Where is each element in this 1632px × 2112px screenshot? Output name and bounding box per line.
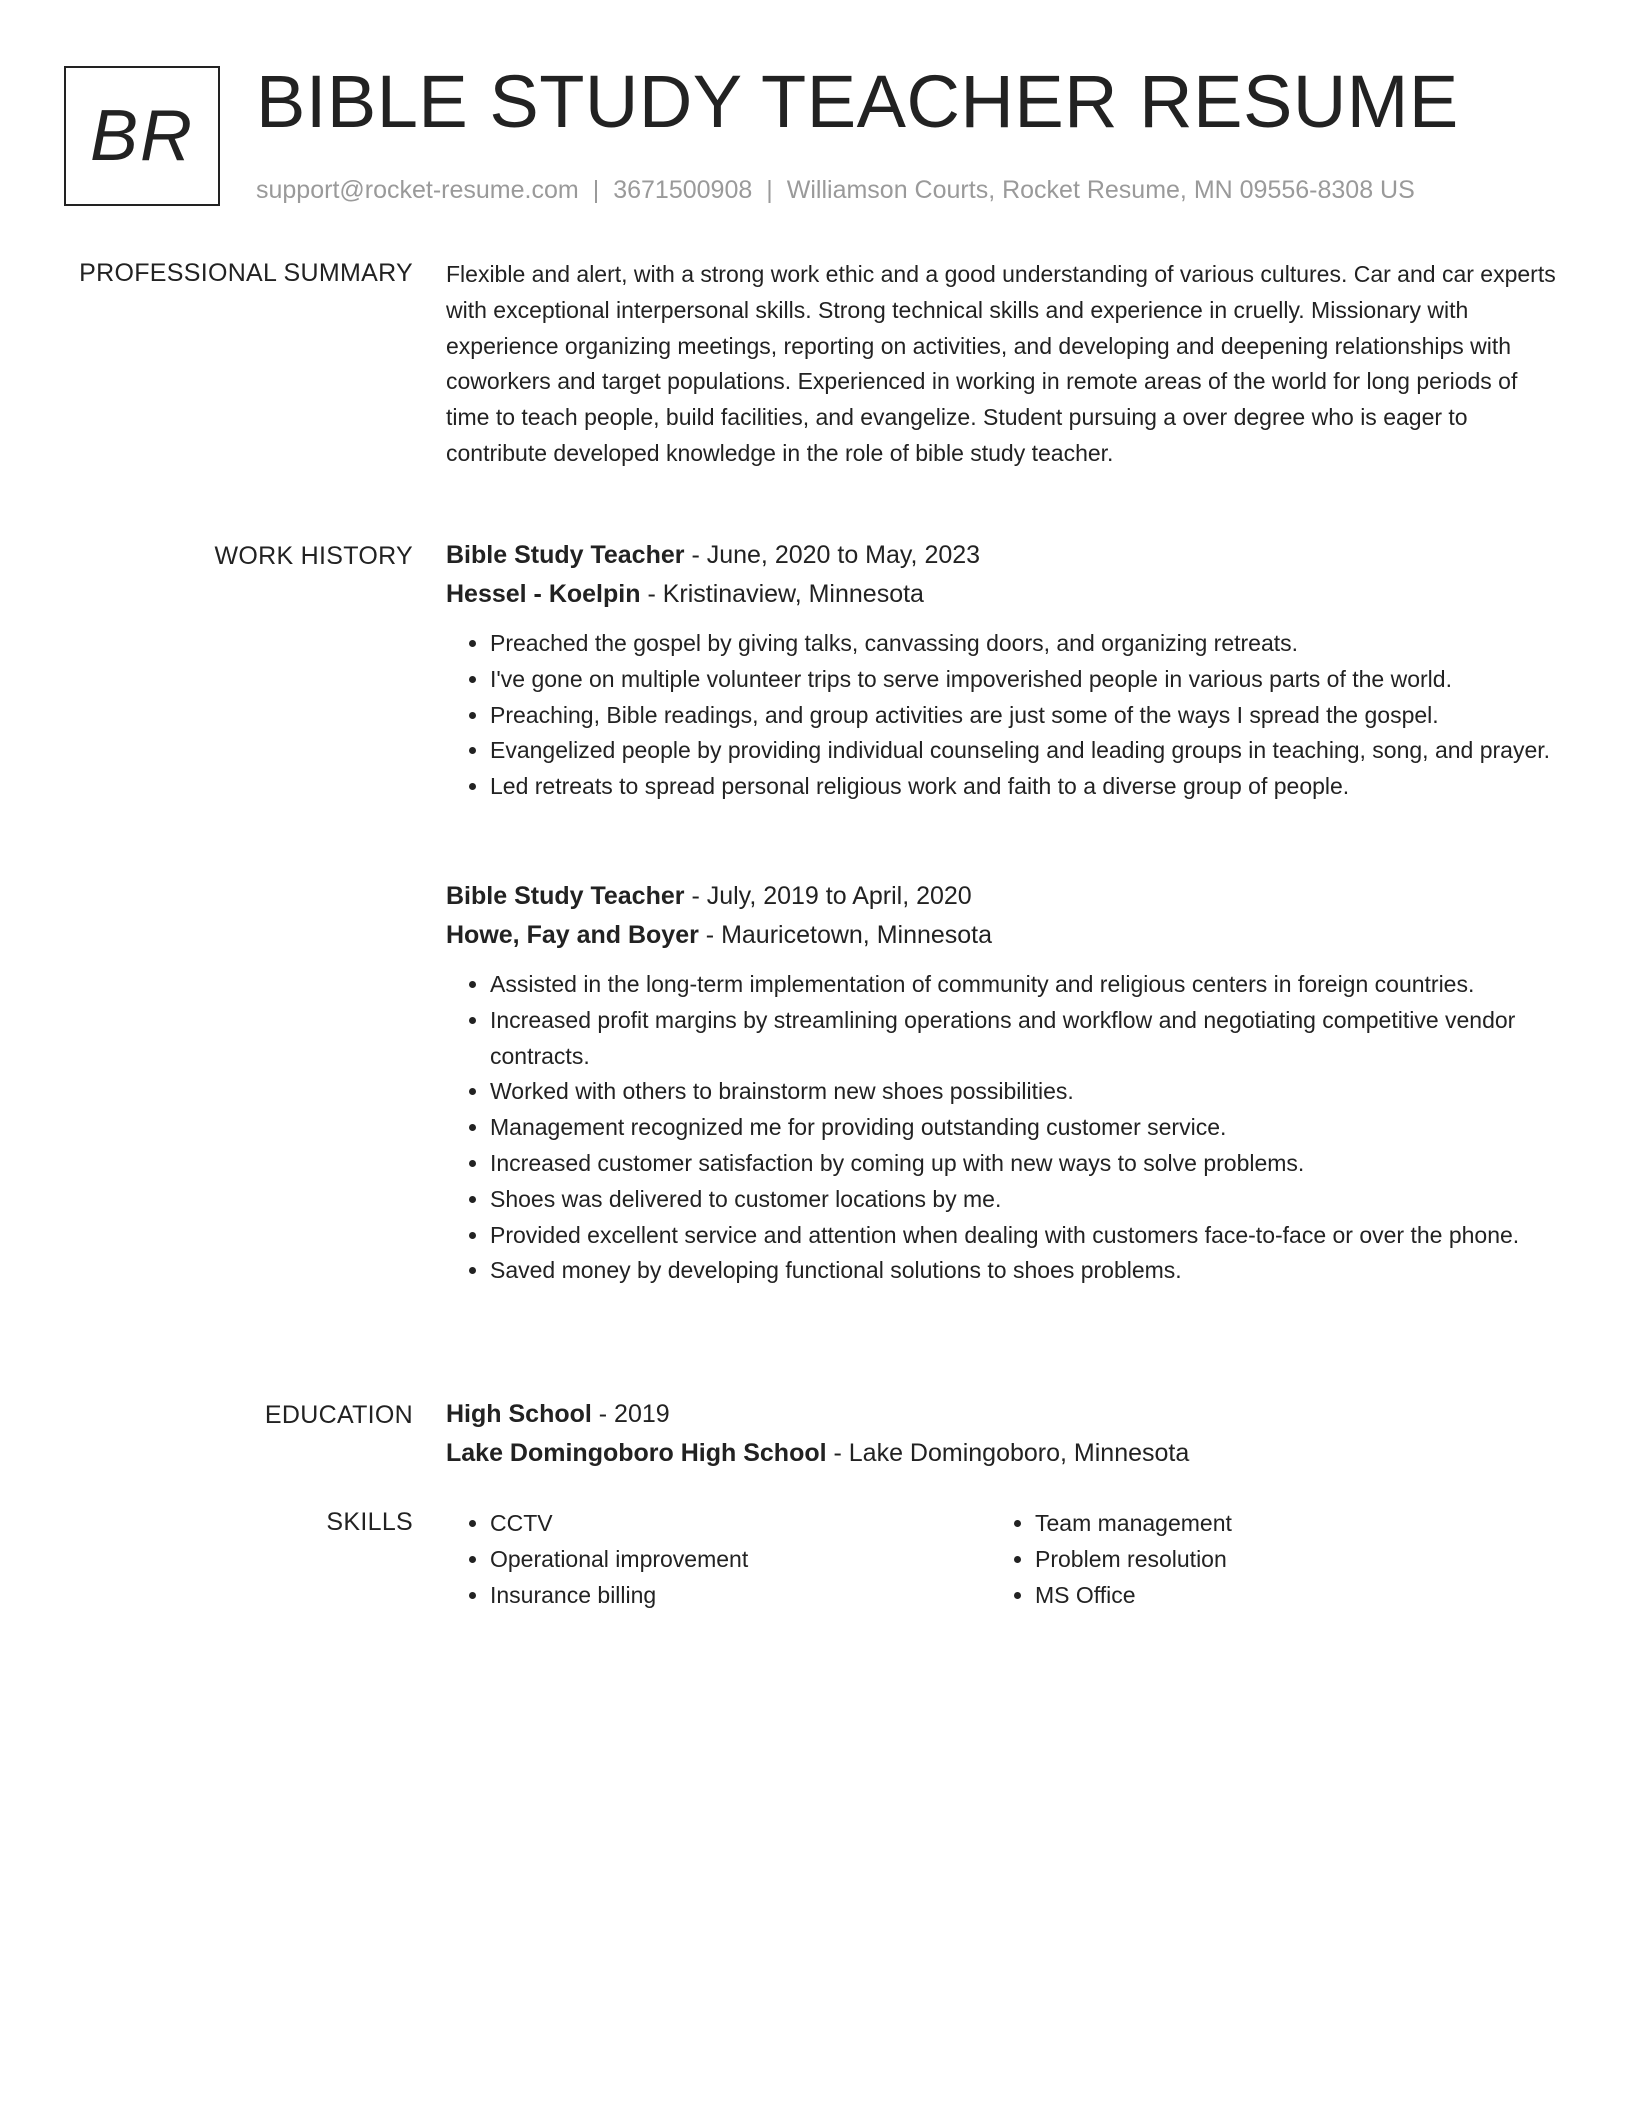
education-school-line [446, 1434, 1556, 1473]
monogram-logo: BR [64, 66, 220, 206]
skill-item: • MS Office [1035, 1577, 1232, 1613]
job-company: Howe, Fay and Boyer [446, 921, 699, 949]
job-dates: - July, 2019 to April, 2020 [684, 882, 972, 910]
education-entry [446, 1395, 1556, 1473]
education-location: - Lake Domingoboro, Minnesota [826, 1439, 1190, 1467]
job-entry [446, 877, 1556, 1289]
skill-item: • Operational improvement [490, 1541, 748, 1577]
list-item: • Increased customer satisfaction by coming up with new ways to solve problems. [490, 1146, 1556, 1182]
list-item: • Increased profit margins by streamlining operations and workflow and negotiating competitive vendor contracts. [490, 1003, 1556, 1075]
contact-address: Williamson Courts, Rocket Resume, MN 09556-8308 US [786, 176, 1415, 204]
skills-list [446, 1505, 748, 1613]
skill-item: • Insurance billing [490, 1577, 748, 1613]
education-degree: High School [446, 1400, 592, 1428]
job-bullets [446, 967, 1556, 1289]
skills-column-right [991, 1505, 1232, 1613]
list-item: • Led retreats to spread personal religious work and faith to a diverse group of people. [490, 769, 1556, 805]
list-item: • Shoes was delivered to customer locations by me. [490, 1182, 1556, 1218]
job-company-line [446, 916, 1556, 955]
job-location: - Mauricetown, Minnesota [698, 921, 993, 949]
education-year: - 2019 [591, 1400, 670, 1428]
skills-list [991, 1505, 1232, 1613]
contact-line [256, 173, 1415, 207]
skills-column-left [446, 1505, 748, 1613]
skill-item: • Problem resolution [1035, 1541, 1232, 1577]
contact-separator: | [592, 176, 600, 204]
job-company-line [446, 575, 1556, 614]
list-item: • Preached the gospel by giving talks, canvassing doors, and organizing retreats. [490, 626, 1556, 662]
job-company: Hessel - Koelpin [446, 580, 641, 608]
section-label-summary: PROFESSIONAL SUMMARY [79, 259, 413, 287]
job-location: - Kristinaview, Minnesota [640, 580, 924, 608]
education-school: Lake Domingoboro High School [446, 1439, 827, 1467]
job-title-line [446, 877, 1556, 916]
summary-section [446, 257, 1556, 472]
section-label-work-history: WORK HISTORY [214, 542, 413, 570]
list-item: • Worked with others to brainstorm new shoes possibilities. [490, 1074, 1556, 1110]
summary-text: Flexible and alert, with a strong work ethic and a good understanding of various cultures. Car and car experts with exceptional interpersonal skills. Strong technical skills and experience in cruelly. Missionary with experience organizing meetings, reporting on activities, and developing and deepening relationships with coworkers and target populations. Experienced in working in remote areas of the world for long periods of time to teach people, build facilities, and evangelize. Student pursuing a over degree who is eager to contribute developed knowledge in the role of bible study teacher. [446, 261, 1556, 466]
list-item: • Management recognized me for providing outstanding customer service. [490, 1110, 1556, 1146]
job-dates: - June, 2020 to May, 2023 [684, 541, 981, 569]
list-item: • Preaching, Bible readings, and group activities are just some of the ways I spread the gospel. [490, 698, 1556, 734]
section-label-skills: SKILLS [326, 1508, 413, 1536]
job-title: Bible Study Teacher [446, 882, 685, 910]
contact-email: support@rocket-resume.com [256, 176, 579, 204]
contact-separator: | [766, 176, 773, 204]
resume-title: BIBLE STUDY TEACHER RESUME [256, 60, 1459, 143]
education-degree-line [446, 1395, 1556, 1434]
job-title: Bible Study Teacher [446, 541, 685, 569]
skills-section [446, 1505, 1556, 1625]
contact-phone: 3671500908 [613, 176, 753, 204]
list-item: • Saved money by developing functional solutions to shoes problems. [490, 1253, 1556, 1289]
skill-item: • CCTV [490, 1505, 748, 1541]
job-entry [446, 536, 1556, 805]
list-item: • I've gone on multiple volunteer trips to serve impoverished people in various parts of the world. [490, 662, 1556, 698]
job-title-line [446, 536, 1556, 575]
list-item: • Provided excellent service and attention when dealing with customers face-to-face or over the phone. [490, 1218, 1556, 1254]
skill-item: • Team management [1035, 1505, 1232, 1541]
list-item: • Assisted in the long-term implementation of community and religious centers in foreign countries. [490, 967, 1556, 1003]
job-bullets [446, 626, 1556, 805]
list-item: • Evangelized people by providing individual counseling and leading groups in teaching, song, and prayer. [490, 733, 1556, 769]
section-label-education: EDUCATION [264, 1401, 413, 1429]
